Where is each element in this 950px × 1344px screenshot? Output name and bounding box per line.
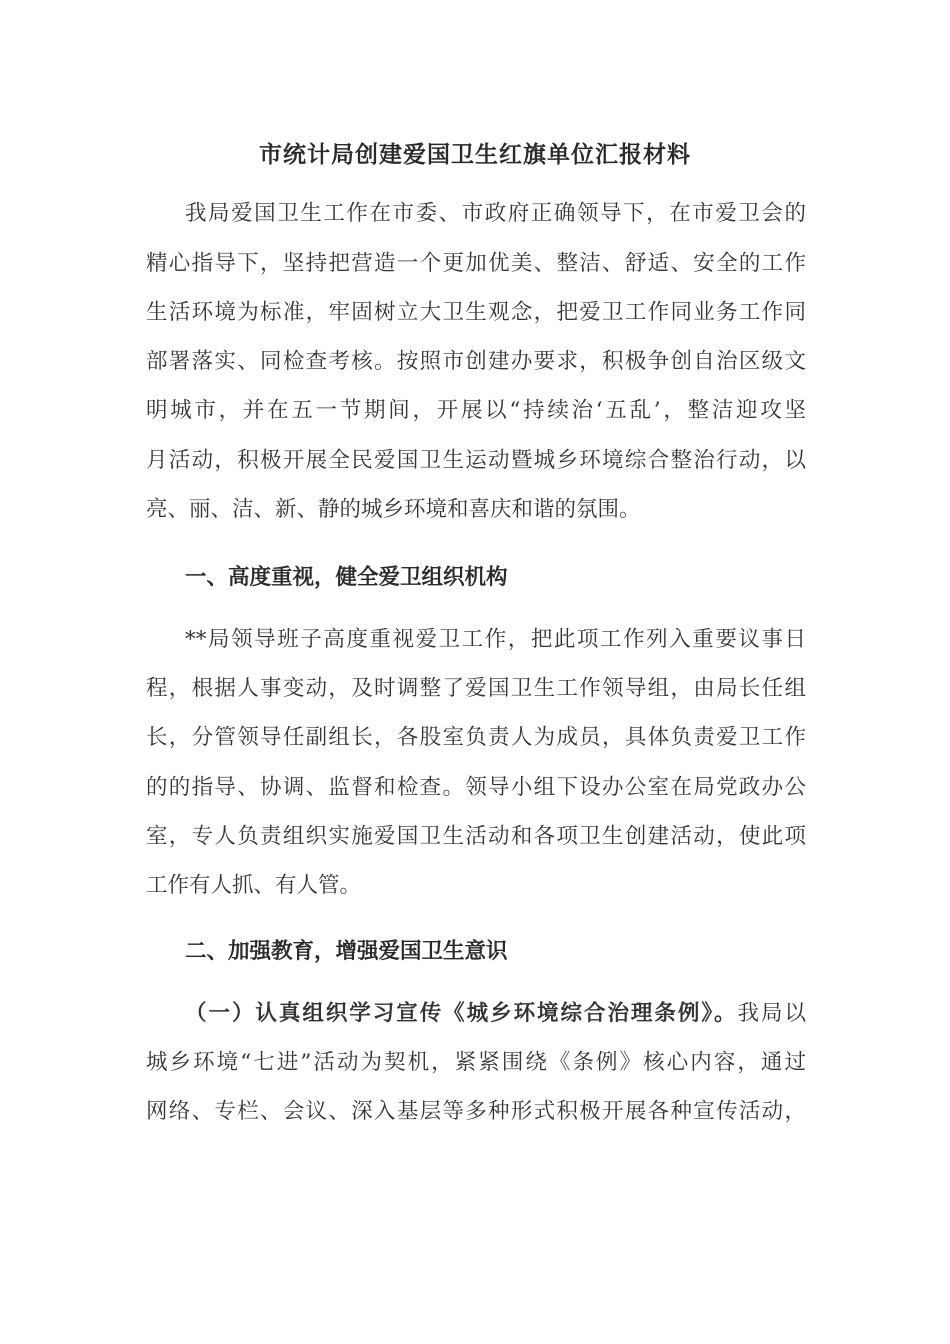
- section-2-sub-1-lead-rest: 我局以: [737, 1001, 806, 1026]
- intro-line-4: 部署落实、同检查考核。按照市创建办要求，积极争创自治区级文: [146, 349, 806, 374]
- intro-line-7: 亮、丽、洁、新、静的城乡环境和喜庆和谐的氛围。: [146, 497, 641, 522]
- section-2-sub-1-bold-lead: （一）认真组织学习宣传《城乡环境综合治理条例》。: [185, 1001, 738, 1026]
- section-2-sub-1-line-2: 城乡环境“七进”活动为契机，紧紧围绕《条例》核心内容，通过: [146, 1050, 806, 1075]
- section-2-sub-1-line-3: 网络、专栏、会议、深入基层等多种形式积极开展各种宣传活动，: [146, 1099, 806, 1124]
- intro-line-3: 生活环境为标准，牢固树立大卫生观念，把爱卫工作同业务工作同: [146, 300, 806, 325]
- section-1-line-4: 的的指导、协调、监督和检查。领导小组下设办公室在局党政办公: [146, 775, 806, 800]
- section-1-line-6: 工作有人抓、有人管。: [146, 873, 362, 898]
- section-1-line-3: 长，分管领导任副组长，各股室负责人为成员，具体负责爱卫工作: [146, 725, 806, 750]
- section-1-line-1: **局领导班子高度重视爱卫工作，把此项工作列入重要议事日: [185, 627, 806, 652]
- section-2-heading: 二、加强教育，增强爱国卫生意识: [185, 939, 508, 964]
- intro-line-6: 月活动，积极开展全民爱国卫生运动暨城乡环境综合整治行动，以: [146, 448, 806, 473]
- section-2-sub-1-lead-line: [185, 999, 806, 1029]
- intro-line-5: 明城市，并在五一节期间，开展以“持续治‘五乱’，整洁迎攻坚: [146, 398, 806, 423]
- intro-line-2: 精心指导下，坚持把营造一个更加优美、整洁、舒适、安全的工作: [146, 251, 806, 276]
- section-1-line-5: 室，专人负责组织实施爱国卫生活动和各项卫生创建活动，使此项: [146, 824, 806, 849]
- section-1-line-2: 程，根据人事变动，及时调整了爱国卫生工作领导组，由局长任组: [146, 676, 806, 701]
- intro-line-1: 我局爱国卫生工作在市委、市政府正确领导下，在市爱卫会的: [185, 201, 806, 226]
- section-1-heading: 一、高度重视，健全爱卫组织机构: [185, 565, 508, 590]
- document-title: 市统计局创建爱国卫生红旗单位汇报材料: [259, 141, 691, 168]
